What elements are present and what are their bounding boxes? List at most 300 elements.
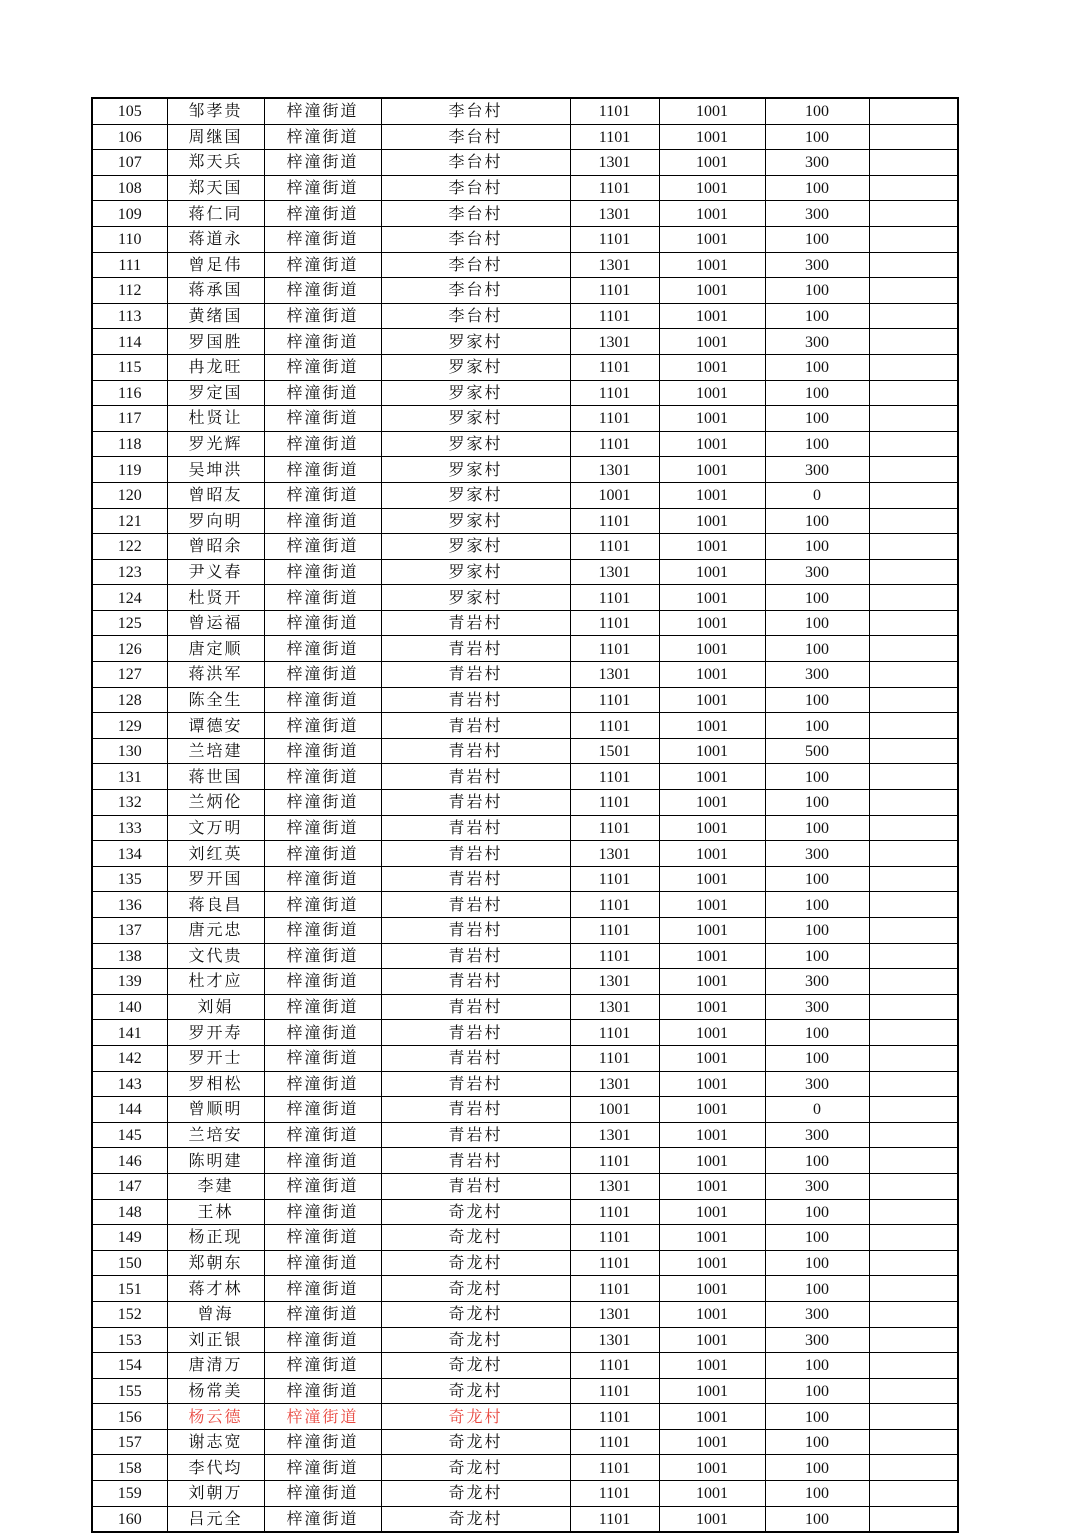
village-cell: 青岩村 <box>381 1148 570 1174</box>
row-number-cell: 136 <box>92 892 167 918</box>
code-b-cell: 1001 <box>659 1020 765 1046</box>
code-b-cell: 1001 <box>659 687 765 713</box>
table-row <box>92 1353 958 1379</box>
name-cell: 谭德安 <box>167 713 264 739</box>
name-cell: 兰炳伦 <box>167 790 264 816</box>
row-number-cell: 135 <box>92 866 167 892</box>
code-a-cell: 1101 <box>570 380 659 406</box>
village-cell: 罗家村 <box>381 534 570 560</box>
amount-cell: 100 <box>765 892 869 918</box>
table-row <box>92 98 958 124</box>
code-b-cell: 1001 <box>659 508 765 534</box>
name-cell: 冉龙旺 <box>167 354 264 380</box>
code-b-cell: 1001 <box>659 329 765 355</box>
code-b-cell: 1001 <box>659 534 765 560</box>
row-number-cell: 124 <box>92 585 167 611</box>
row-number-cell: 132 <box>92 790 167 816</box>
street-cell: 梓潼街道 <box>264 687 381 713</box>
street-cell: 梓潼街道 <box>264 1455 381 1481</box>
amount-cell: 300 <box>765 329 869 355</box>
street-cell: 梓潼街道 <box>264 1404 381 1430</box>
code-a-cell: 1301 <box>570 559 659 585</box>
code-b-cell: 1001 <box>659 278 765 304</box>
table-row <box>92 687 958 713</box>
note-cell <box>869 559 958 585</box>
village-cell: 青岩村 <box>381 1071 570 1097</box>
note-cell <box>869 994 958 1020</box>
table-row <box>92 201 958 227</box>
village-cell: 青岩村 <box>381 1173 570 1199</box>
name-cell: 罗开寿 <box>167 1020 264 1046</box>
street-cell: 梓潼街道 <box>264 1276 381 1302</box>
code-a-cell: 1101 <box>570 98 659 124</box>
note-cell <box>869 431 958 457</box>
name-cell: 郑天国 <box>167 175 264 201</box>
name-cell: 吴坤洪 <box>167 457 264 483</box>
name-cell: 尹义春 <box>167 559 264 585</box>
name-cell: 曾运福 <box>167 610 264 636</box>
code-b-cell: 1001 <box>659 380 765 406</box>
name-cell: 谢志宽 <box>167 1429 264 1455</box>
table-row <box>92 1250 958 1276</box>
row-number-cell: 117 <box>92 406 167 432</box>
name-cell: 罗向明 <box>167 508 264 534</box>
name-cell: 曾海 <box>167 1301 264 1327</box>
note-cell <box>869 764 958 790</box>
amount-cell: 300 <box>765 841 869 867</box>
street-cell: 梓潼街道 <box>264 508 381 534</box>
name-cell: 刘正银 <box>167 1327 264 1353</box>
code-b-cell: 1001 <box>659 738 765 764</box>
table-row <box>92 1301 958 1327</box>
amount-cell: 100 <box>765 1481 869 1507</box>
name-cell: 杨云德 <box>167 1404 264 1430</box>
village-cell: 青岩村 <box>381 790 570 816</box>
code-b-cell: 1001 <box>659 918 765 944</box>
code-a-cell: 1101 <box>570 1199 659 1225</box>
code-b-cell: 1001 <box>659 175 765 201</box>
street-cell: 梓潼街道 <box>264 610 381 636</box>
row-number-cell: 118 <box>92 431 167 457</box>
amount-cell: 100 <box>765 713 869 739</box>
note-cell <box>869 790 958 816</box>
row-number-cell: 115 <box>92 354 167 380</box>
row-number-cell: 129 <box>92 713 167 739</box>
street-cell: 梓潼街道 <box>264 1045 381 1071</box>
table-row <box>92 1327 958 1353</box>
code-b-cell: 1001 <box>659 610 765 636</box>
name-cell: 曾顺明 <box>167 1097 264 1123</box>
amount-cell: 100 <box>765 1506 869 1532</box>
code-a-cell: 1101 <box>570 1481 659 1507</box>
code-a-cell: 1101 <box>570 1429 659 1455</box>
table-row <box>92 354 958 380</box>
code-b-cell: 1001 <box>659 815 765 841</box>
note-cell <box>869 201 958 227</box>
name-cell: 唐定顺 <box>167 636 264 662</box>
row-number-cell: 116 <box>92 380 167 406</box>
code-a-cell: 1101 <box>570 866 659 892</box>
name-cell: 蒋洪军 <box>167 662 264 688</box>
code-a-cell: 1101 <box>570 1045 659 1071</box>
table-row <box>92 1199 958 1225</box>
note-cell <box>869 841 958 867</box>
amount-cell: 100 <box>765 1404 869 1430</box>
village-cell: 罗家村 <box>381 457 570 483</box>
village-cell: 青岩村 <box>381 1097 570 1123</box>
row-number-cell: 108 <box>92 175 167 201</box>
village-cell: 青岩村 <box>381 610 570 636</box>
street-cell: 梓潼街道 <box>264 969 381 995</box>
code-a-cell: 1101 <box>570 585 659 611</box>
code-a-cell: 1301 <box>570 662 659 688</box>
row-number-cell: 143 <box>92 1071 167 1097</box>
village-cell: 奇龙村 <box>381 1404 570 1430</box>
amount-cell: 500 <box>765 738 869 764</box>
table-row <box>92 226 958 252</box>
street-cell: 梓潼街道 <box>264 1225 381 1251</box>
amount-cell: 100 <box>765 943 869 969</box>
code-a-cell: 1301 <box>570 1301 659 1327</box>
note-cell <box>869 98 958 124</box>
code-b-cell: 1001 <box>659 457 765 483</box>
code-b-cell: 1001 <box>659 226 765 252</box>
amount-cell: 100 <box>765 1250 869 1276</box>
row-number-cell: 121 <box>92 508 167 534</box>
code-b-cell: 1001 <box>659 943 765 969</box>
note-cell <box>869 892 958 918</box>
amount-cell: 0 <box>765 482 869 508</box>
table-row <box>92 918 958 944</box>
amount-cell: 100 <box>765 866 869 892</box>
row-number-cell: 153 <box>92 1327 167 1353</box>
row-number-cell: 155 <box>92 1378 167 1404</box>
street-cell: 梓潼街道 <box>264 636 381 662</box>
code-a-cell: 1101 <box>570 1506 659 1532</box>
amount-cell: 100 <box>765 687 869 713</box>
note-cell <box>869 866 958 892</box>
street-cell: 梓潼街道 <box>264 303 381 329</box>
name-cell: 陈全生 <box>167 687 264 713</box>
name-cell: 罗定国 <box>167 380 264 406</box>
row-number-cell: 110 <box>92 226 167 252</box>
note-cell <box>869 457 958 483</box>
village-cell: 罗家村 <box>381 559 570 585</box>
name-cell: 曾昭余 <box>167 534 264 560</box>
village-cell: 李台村 <box>381 226 570 252</box>
table-row <box>92 303 958 329</box>
street-cell: 梓潼街道 <box>264 585 381 611</box>
street-cell: 梓潼街道 <box>264 252 381 278</box>
table-row <box>92 790 958 816</box>
table-row <box>92 482 958 508</box>
table-row <box>92 1173 958 1199</box>
amount-cell: 100 <box>765 278 869 304</box>
amount-cell: 300 <box>765 1071 869 1097</box>
row-number-cell: 154 <box>92 1353 167 1379</box>
amount-cell: 100 <box>765 1020 869 1046</box>
village-cell: 奇龙村 <box>381 1250 570 1276</box>
street-cell: 梓潼街道 <box>264 1020 381 1046</box>
row-number-cell: 125 <box>92 610 167 636</box>
table-row <box>92 278 958 304</box>
name-cell: 蒋良昌 <box>167 892 264 918</box>
code-b-cell: 1001 <box>659 1045 765 1071</box>
name-cell: 蒋承国 <box>167 278 264 304</box>
row-number-cell: 131 <box>92 764 167 790</box>
code-a-cell: 1301 <box>570 150 659 176</box>
name-cell: 刘娟 <box>167 994 264 1020</box>
note-cell <box>869 534 958 560</box>
street-cell: 梓潼街道 <box>264 994 381 1020</box>
code-b-cell: 1001 <box>659 98 765 124</box>
row-number-cell: 112 <box>92 278 167 304</box>
code-b-cell: 1001 <box>659 764 765 790</box>
code-b-cell: 1001 <box>659 482 765 508</box>
name-cell: 杜才应 <box>167 969 264 995</box>
street-cell: 梓潼街道 <box>264 1506 381 1532</box>
table-row <box>92 1097 958 1123</box>
table-row <box>92 252 958 278</box>
note-cell <box>869 1481 958 1507</box>
table-row <box>92 738 958 764</box>
row-number-cell: 107 <box>92 150 167 176</box>
amount-cell: 300 <box>765 662 869 688</box>
name-cell: 蒋仁同 <box>167 201 264 227</box>
name-cell: 王林 <box>167 1199 264 1225</box>
amount-cell: 100 <box>765 1045 869 1071</box>
row-number-cell: 149 <box>92 1225 167 1251</box>
code-a-cell: 1101 <box>570 1378 659 1404</box>
table-row <box>92 815 958 841</box>
village-cell: 奇龙村 <box>381 1199 570 1225</box>
code-a-cell: 1301 <box>570 969 659 995</box>
village-cell: 罗家村 <box>381 585 570 611</box>
row-number-cell: 111 <box>92 252 167 278</box>
street-cell: 梓潼街道 <box>264 790 381 816</box>
village-cell: 青岩村 <box>381 943 570 969</box>
village-cell: 青岩村 <box>381 866 570 892</box>
note-cell <box>869 150 958 176</box>
table-row <box>92 1506 958 1532</box>
street-cell: 梓潼街道 <box>264 406 381 432</box>
row-number-cell: 114 <box>92 329 167 355</box>
street-cell: 梓潼街道 <box>264 943 381 969</box>
street-cell: 梓潼街道 <box>264 841 381 867</box>
code-a-cell: 1101 <box>570 431 659 457</box>
note-cell <box>869 738 958 764</box>
village-cell: 李台村 <box>381 150 570 176</box>
village-cell: 奇龙村 <box>381 1506 570 1532</box>
code-a-cell: 1101 <box>570 892 659 918</box>
street-cell: 梓潼街道 <box>264 1301 381 1327</box>
table-row <box>92 559 958 585</box>
code-a-cell: 1101 <box>570 508 659 534</box>
table-row <box>92 1455 958 1481</box>
code-a-cell: 1101 <box>570 1455 659 1481</box>
table-row <box>92 841 958 867</box>
note-cell <box>869 918 958 944</box>
row-number-cell: 150 <box>92 1250 167 1276</box>
street-cell: 梓潼街道 <box>264 738 381 764</box>
table-row <box>92 713 958 739</box>
code-a-cell: 1301 <box>570 1173 659 1199</box>
code-a-cell: 1001 <box>570 482 659 508</box>
note-cell <box>869 380 958 406</box>
code-a-cell: 1101 <box>570 790 659 816</box>
code-b-cell: 1001 <box>659 713 765 739</box>
data-table <box>91 97 959 1533</box>
code-a-cell: 1301 <box>570 994 659 1020</box>
code-b-cell: 1001 <box>659 585 765 611</box>
code-b-cell: 1001 <box>659 969 765 995</box>
note-cell <box>869 508 958 534</box>
street-cell: 梓潼街道 <box>264 1353 381 1379</box>
amount-cell: 100 <box>765 764 869 790</box>
code-b-cell: 1001 <box>659 1250 765 1276</box>
note-cell <box>869 1148 958 1174</box>
table-row <box>92 610 958 636</box>
amount-cell: 100 <box>765 226 869 252</box>
street-cell: 梓潼街道 <box>264 201 381 227</box>
name-cell: 文万明 <box>167 815 264 841</box>
street-cell: 梓潼街道 <box>264 1097 381 1123</box>
name-cell: 唐元忠 <box>167 918 264 944</box>
amount-cell: 100 <box>765 1353 869 1379</box>
street-cell: 梓潼街道 <box>264 1378 381 1404</box>
note-cell <box>869 1429 958 1455</box>
row-number-cell: 157 <box>92 1429 167 1455</box>
note-cell <box>869 1327 958 1353</box>
code-b-cell: 1001 <box>659 1122 765 1148</box>
row-number-cell: 145 <box>92 1122 167 1148</box>
code-a-cell: 1301 <box>570 1327 659 1353</box>
code-a-cell: 1101 <box>570 1276 659 1302</box>
note-cell <box>869 303 958 329</box>
table-row <box>92 994 958 1020</box>
code-a-cell: 1301 <box>570 1071 659 1097</box>
amount-cell: 300 <box>765 994 869 1020</box>
name-cell: 郑朝东 <box>167 1250 264 1276</box>
note-cell <box>869 1276 958 1302</box>
street-cell: 梓潼街道 <box>264 278 381 304</box>
street-cell: 梓潼街道 <box>264 892 381 918</box>
code-b-cell: 1001 <box>659 150 765 176</box>
amount-cell: 300 <box>765 150 869 176</box>
row-number-cell: 113 <box>92 303 167 329</box>
amount-cell: 300 <box>765 1122 869 1148</box>
street-cell: 梓潼街道 <box>264 1122 381 1148</box>
table-row <box>92 1071 958 1097</box>
code-a-cell: 1301 <box>570 201 659 227</box>
amount-cell: 100 <box>765 815 869 841</box>
code-b-cell: 1001 <box>659 201 765 227</box>
name-cell: 杜贤让 <box>167 406 264 432</box>
code-a-cell: 1101 <box>570 1250 659 1276</box>
code-a-cell: 1101 <box>570 687 659 713</box>
table-row <box>92 943 958 969</box>
code-a-cell: 1101 <box>570 226 659 252</box>
row-number-cell: 159 <box>92 1481 167 1507</box>
village-cell: 奇龙村 <box>381 1378 570 1404</box>
village-cell: 奇龙村 <box>381 1276 570 1302</box>
village-cell: 青岩村 <box>381 969 570 995</box>
village-cell: 青岩村 <box>381 1045 570 1071</box>
row-number-cell: 119 <box>92 457 167 483</box>
village-cell: 罗家村 <box>381 329 570 355</box>
amount-cell: 100 <box>765 1199 869 1225</box>
street-cell: 梓潼街道 <box>264 866 381 892</box>
code-a-cell: 1101 <box>570 1225 659 1251</box>
code-b-cell: 1001 <box>659 1455 765 1481</box>
table-row <box>92 1148 958 1174</box>
name-cell: 文代贵 <box>167 943 264 969</box>
village-cell: 青岩村 <box>381 713 570 739</box>
amount-cell: 0 <box>765 1097 869 1123</box>
code-a-cell: 1101 <box>570 815 659 841</box>
row-number-cell: 147 <box>92 1173 167 1199</box>
code-b-cell: 1001 <box>659 406 765 432</box>
amount-cell: 100 <box>765 1225 869 1251</box>
note-cell <box>869 278 958 304</box>
village-cell: 罗家村 <box>381 508 570 534</box>
name-cell: 黄绪国 <box>167 303 264 329</box>
row-number-cell: 146 <box>92 1148 167 1174</box>
code-b-cell: 1001 <box>659 1199 765 1225</box>
name-cell: 罗国胜 <box>167 329 264 355</box>
note-cell <box>869 1045 958 1071</box>
code-a-cell: 1101 <box>570 354 659 380</box>
name-cell: 杨常美 <box>167 1378 264 1404</box>
amount-cell: 100 <box>765 124 869 150</box>
amount-cell: 100 <box>765 354 869 380</box>
note-cell <box>869 1250 958 1276</box>
table-row <box>92 508 958 534</box>
street-cell: 梓潼街道 <box>264 1327 381 1353</box>
village-cell: 奇龙村 <box>381 1455 570 1481</box>
name-cell: 刘红英 <box>167 841 264 867</box>
note-cell <box>869 329 958 355</box>
row-number-cell: 122 <box>92 534 167 560</box>
code-b-cell: 1001 <box>659 1173 765 1199</box>
name-cell: 兰培安 <box>167 1122 264 1148</box>
table-row <box>92 662 958 688</box>
code-b-cell: 1001 <box>659 1506 765 1532</box>
street-cell: 梓潼街道 <box>264 815 381 841</box>
note-cell <box>869 124 958 150</box>
note-cell <box>869 1020 958 1046</box>
table-row <box>92 1045 958 1071</box>
note-cell <box>869 585 958 611</box>
code-b-cell: 1001 <box>659 866 765 892</box>
table-row <box>92 1429 958 1455</box>
street-cell: 梓潼街道 <box>264 329 381 355</box>
code-b-cell: 1001 <box>659 636 765 662</box>
row-number-cell: 127 <box>92 662 167 688</box>
code-a-cell: 1101 <box>570 175 659 201</box>
note-cell <box>869 406 958 432</box>
table-row <box>92 457 958 483</box>
code-a-cell: 1301 <box>570 1122 659 1148</box>
row-number-cell: 152 <box>92 1301 167 1327</box>
amount-cell: 300 <box>765 969 869 995</box>
row-number-cell: 141 <box>92 1020 167 1046</box>
code-b-cell: 1001 <box>659 1071 765 1097</box>
note-cell <box>869 969 958 995</box>
row-number-cell: 138 <box>92 943 167 969</box>
table-row <box>92 124 958 150</box>
amount-cell: 100 <box>765 610 869 636</box>
